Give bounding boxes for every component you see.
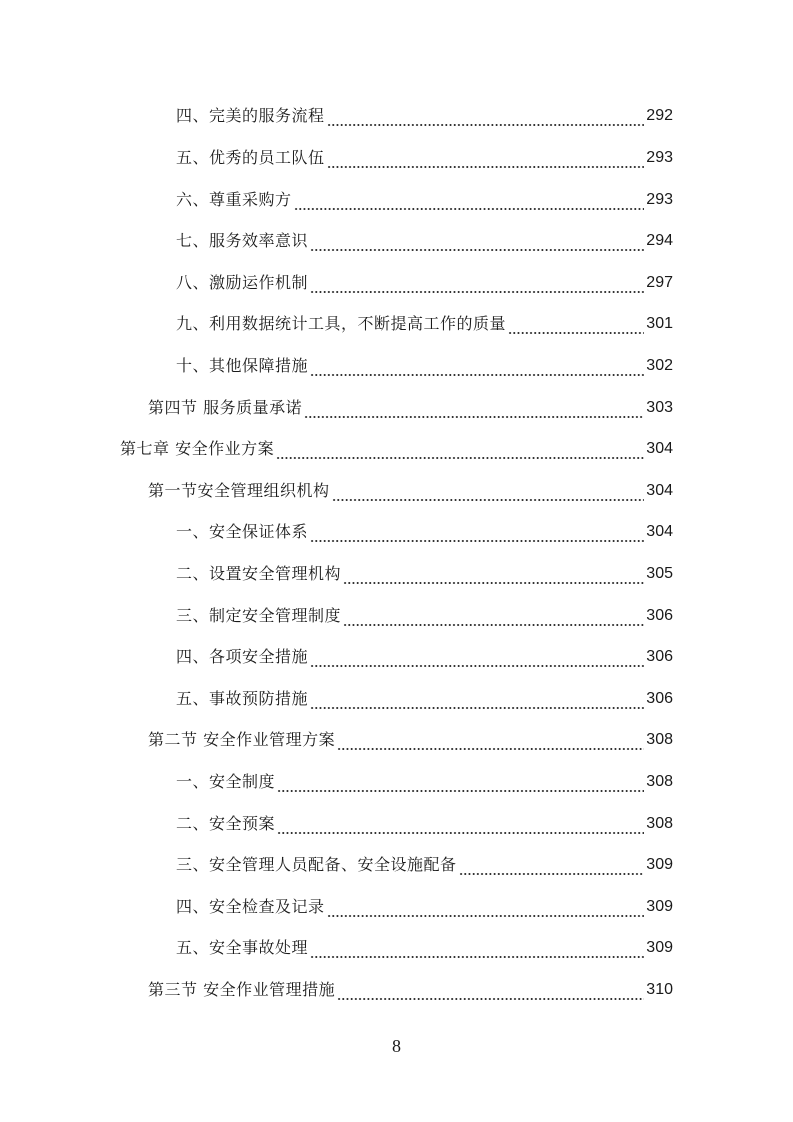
toc-entry-chapter[interactable] bbox=[120, 437, 673, 461]
dot-leader bbox=[327, 155, 645, 169]
toc-entry[interactable] bbox=[176, 645, 673, 669]
dot-leader bbox=[277, 821, 644, 835]
dot-leader bbox=[337, 987, 644, 1001]
toc-entry-page: 309 bbox=[646, 939, 673, 956]
toc-entry-page: 309 bbox=[646, 856, 673, 873]
toc-entry-title: 二、安全预案 bbox=[176, 814, 276, 833]
toc-entry-title: 三、安全管理人员配备、安全设施配备 bbox=[176, 855, 457, 874]
toc-entry[interactable] bbox=[176, 770, 673, 794]
toc-entry-page: 293 bbox=[646, 191, 673, 208]
toc-entry-page: 302 bbox=[646, 357, 673, 374]
toc-entry-title: 一、安全制度 bbox=[176, 772, 276, 791]
toc-entry-title: 第二节 安全作业管理方案 bbox=[148, 730, 336, 749]
toc-entry-title: 五、安全事故处理 bbox=[176, 938, 309, 957]
toc-entry-page: 308 bbox=[646, 773, 673, 790]
toc-entry-page: 297 bbox=[646, 274, 673, 291]
toc-entry[interactable] bbox=[176, 146, 673, 170]
page-number: 8 bbox=[392, 1036, 401, 1056]
toc-entry[interactable] bbox=[176, 188, 673, 212]
toc-entry-title: 一、安全保证体系 bbox=[176, 522, 309, 541]
toc-entry-page: 308 bbox=[646, 731, 673, 748]
dot-leader bbox=[310, 529, 644, 543]
toc-entry-title: 第一节安全管理组织机构 bbox=[148, 481, 330, 500]
toc-entry-title: 四、安全检查及记录 bbox=[176, 897, 325, 916]
toc-entry-page: 304 bbox=[646, 440, 673, 457]
toc-entry[interactable] bbox=[176, 812, 673, 836]
toc-entry[interactable] bbox=[176, 936, 673, 960]
toc-entry-title: 五、优秀的员工队伍 bbox=[176, 148, 325, 167]
dot-leader bbox=[310, 696, 644, 710]
toc-entry[interactable] bbox=[176, 271, 673, 295]
toc-entry-title: 十、其他保障措施 bbox=[176, 356, 309, 375]
toc-entry-title: 第七章 安全作业方案 bbox=[120, 439, 275, 458]
toc-entry[interactable] bbox=[176, 895, 673, 919]
toc-entry-page: 305 bbox=[646, 565, 673, 582]
toc-entry[interactable] bbox=[176, 229, 673, 253]
dot-leader bbox=[310, 280, 644, 294]
toc-entry-title: 七、服务效率意识 bbox=[176, 231, 309, 250]
toc-entry-page: 306 bbox=[646, 648, 673, 665]
toc-entry-page: 301 bbox=[646, 315, 673, 332]
toc-entry[interactable] bbox=[176, 562, 673, 586]
toc-entry[interactable] bbox=[148, 396, 673, 420]
toc-entry-page: 303 bbox=[646, 399, 673, 416]
dot-leader bbox=[310, 945, 644, 959]
toc-entry[interactable] bbox=[176, 354, 673, 378]
dot-leader bbox=[294, 197, 645, 211]
dot-leader bbox=[276, 446, 644, 460]
toc-entry-title: 四、完美的服务流程 bbox=[176, 106, 325, 125]
dot-leader bbox=[343, 571, 644, 585]
dot-leader bbox=[277, 779, 644, 793]
toc-entry-title: 第三节 安全作业管理措施 bbox=[148, 980, 336, 999]
dot-leader bbox=[332, 488, 645, 502]
dot-leader bbox=[304, 405, 644, 419]
toc-entry-page: 308 bbox=[646, 815, 673, 832]
dot-leader bbox=[508, 321, 644, 335]
toc-entry-page: 309 bbox=[646, 898, 673, 915]
toc-entry[interactable] bbox=[148, 978, 673, 1002]
toc-entry-title: 四、各项安全措施 bbox=[176, 647, 309, 666]
toc-entry-title: 二、设置安全管理机构 bbox=[176, 564, 342, 583]
toc-entry[interactable] bbox=[176, 520, 673, 544]
toc-entry[interactable] bbox=[176, 604, 673, 628]
dot-leader bbox=[310, 238, 644, 252]
dot-leader bbox=[310, 654, 644, 668]
toc-entry[interactable] bbox=[176, 853, 673, 877]
toc-entry-title: 五、事故预防措施 bbox=[176, 689, 309, 708]
toc-entry-page: 293 bbox=[646, 149, 673, 166]
toc-entry-title: 第四节 服务质量承诺 bbox=[148, 398, 303, 417]
toc-entry-title: 九、利用数据统计工具，不断提高工作的质量 bbox=[176, 314, 507, 333]
toc-entry[interactable] bbox=[148, 728, 673, 752]
dot-leader bbox=[327, 113, 645, 127]
dot-leader bbox=[310, 363, 644, 377]
toc-entry-page: 294 bbox=[646, 232, 673, 249]
toc-entry[interactable] bbox=[176, 312, 673, 336]
dot-leader bbox=[337, 737, 644, 751]
dot-leader bbox=[327, 904, 645, 918]
toc-entry[interactable] bbox=[176, 104, 673, 128]
toc-entry-page: 304 bbox=[646, 482, 673, 499]
toc-entry[interactable] bbox=[148, 479, 673, 503]
toc-entry-title: 三、制定安全管理制度 bbox=[176, 606, 342, 625]
toc-entry-page: 306 bbox=[646, 607, 673, 624]
toc-entry-page: 306 bbox=[646, 690, 673, 707]
toc-entry-title: 六、尊重采购方 bbox=[176, 190, 292, 209]
toc-entry-page: 304 bbox=[646, 523, 673, 540]
toc-entry-page: 292 bbox=[646, 107, 673, 124]
dot-leader bbox=[343, 613, 644, 627]
toc-entry[interactable] bbox=[176, 687, 673, 711]
toc-entry-title: 八、激励运作机制 bbox=[176, 273, 309, 292]
toc-entry-page: 310 bbox=[646, 981, 673, 998]
dot-leader bbox=[459, 862, 645, 876]
